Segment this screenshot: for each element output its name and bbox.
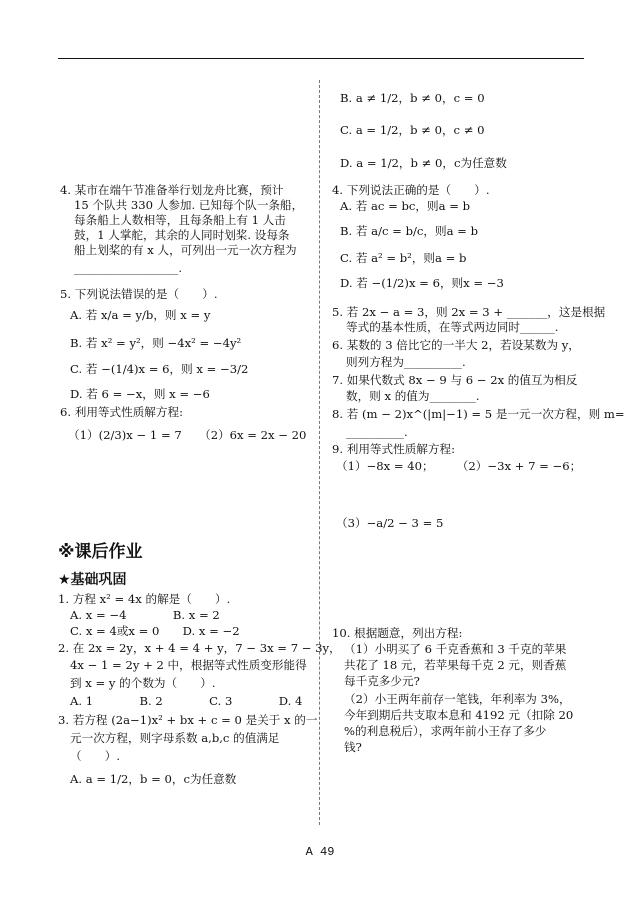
r-q9-parts: （1）−8x = 40； （2）−3x + 7 = −6；	[336, 459, 582, 473]
q4-line: 15 个队共 330 人参加. 已知每个队一条船，	[74, 198, 304, 212]
homework-heading: ※课后作业	[58, 542, 143, 562]
q5-option: C. 若 −(1/4)x = 6，则 x = −3/2	[70, 362, 249, 376]
hq3-line: 3. 若方程 (2a−1)x² + bx + c = 0 是关于 x 的一	[58, 713, 318, 727]
r-q7-line: 数，则 x 的值为________.	[346, 389, 480, 403]
r-q10-line: 共花了 18 元，若苹果每千克 2 元，则香蕉	[344, 658, 567, 672]
q6-stem: 6. 利用等式性质解方程:	[60, 405, 183, 419]
r-q4-option: D. 若 −(1/2)x = 6，则x = −3	[340, 276, 504, 290]
q4-line: 船上划桨的有 x 人，可列出一元一次方程为	[74, 243, 297, 257]
q4-line: 每条船上人数相等，且每条船上有 1 人击	[74, 213, 286, 227]
r-q7-line: 7. 如果代数式 8x − 9 与 6 − 2x 的值互为相反	[332, 373, 578, 387]
hq2-options: A. 1 B. 2 C. 3 D. 4	[70, 694, 303, 708]
q3-option: C. a = 1/2，b ≠ 0，c ≠ 0	[340, 123, 485, 137]
r-q4-option: C. 若 a² = b²，则a = b	[340, 251, 467, 265]
q3-option: B. a ≠ 1/2，b ≠ 0，c = 0	[340, 91, 485, 105]
r-q9-parts: （3）−a/2 − 3 = 5	[336, 516, 444, 530]
r-q6-line: 则列方程为__________.	[346, 355, 466, 369]
r-q10-line: （2）小王两年前存一笔钱，年利率为 3%，	[344, 692, 571, 706]
r-q4-stem: 4. 下列说法正确的是（ ）.	[332, 183, 490, 197]
hq2-line: 到 x = y 的个数为（ ）.	[70, 676, 216, 690]
r-q10-line: 10. 根据题意，列出方程:	[332, 626, 463, 640]
r-q5-line: 5. 若 2x − a = 3，则 2x = 3 + _______，这是根据	[332, 305, 606, 319]
r-q6-line: 6. 某数的 3 倍比它的一半大 2，若设某数为 y，	[332, 338, 580, 352]
page-number: A 49	[305, 845, 335, 859]
hq1-stem: 1. 方程 x² = 4x 的解是（ ）.	[58, 592, 231, 606]
hq1-options: C. x = 4或x = 0 D. x = −2	[70, 624, 240, 638]
q4-line: 4. 某市在端午节准备举行划龙舟比赛，预计	[60, 183, 284, 197]
q3-option: D. a = 1/2，b ≠ 0，c为任意数	[340, 156, 507, 170]
r-q8-line: __________.	[346, 425, 408, 439]
q5-option: D. 若 6 = −x，则 x = −6	[70, 387, 210, 401]
hq3-line: （ ）.	[70, 749, 121, 763]
q4-line: 鼓，1 人掌舵，其余的人同时划桨. 设每条	[74, 228, 290, 242]
r-q5-line: 等式的基本性质，在等式两边同时______.	[346, 320, 559, 334]
r-q10-line: 每千克多少元?	[344, 674, 420, 688]
basic-heading: ★基础巩固	[58, 572, 127, 588]
header-rule	[58, 58, 584, 59]
r-q8-line: 8. 若 (m − 2)x^(|m|−1) = 5 是一元一次方程，则 m=	[332, 407, 625, 421]
q4-answer-blank: __________________.	[74, 261, 183, 275]
q5-option: A. 若 x/a = y/b，则 x = y	[70, 308, 211, 322]
column-divider	[319, 80, 320, 825]
hq3-line: 元一次方程，则字母系数 a,b,c 的值满足	[70, 731, 280, 745]
r-q10-line: %的利息税后），求两年前小王存了多少	[344, 724, 547, 738]
hq2-line: 4x − 1 = 2y + 2 中，根据等式性质变形能得	[70, 658, 307, 672]
hq1-options: A. x = −4 B. x = 2	[70, 608, 220, 622]
q5-stem: 5. 下列说法错误的是（ ）.	[60, 287, 218, 301]
r-q4-option: A. 若 ac = bc，则a = b	[340, 199, 471, 213]
q6-parts: （1）(2/3)x − 1 = 7 （2）6x = 2x − 20	[68, 428, 307, 442]
r-q9-stem: 9. 利用等式性质解方程:	[332, 442, 455, 456]
r-q10-line: （1）小明买了 6 千克香蕉和 3 千克的苹果	[344, 642, 567, 656]
r-q10-line: 今年到期后共支取本息和 4192 元（扣除 20	[344, 708, 574, 722]
hq3-option: A. a = 1/2，b = 0，c为任意数	[70, 772, 237, 786]
r-q10-line: 钱?	[344, 740, 362, 754]
q5-option: B. 若 x² = y²，则 −4x² = −4y²	[70, 336, 242, 350]
hq2-line: 2. 在 2x = 2y，x + 4 = 4 + y，7 − 3x = 7 − 3y，	[58, 641, 341, 655]
r-q4-option: B. 若 a/c = b/c，则a = b	[340, 224, 478, 238]
